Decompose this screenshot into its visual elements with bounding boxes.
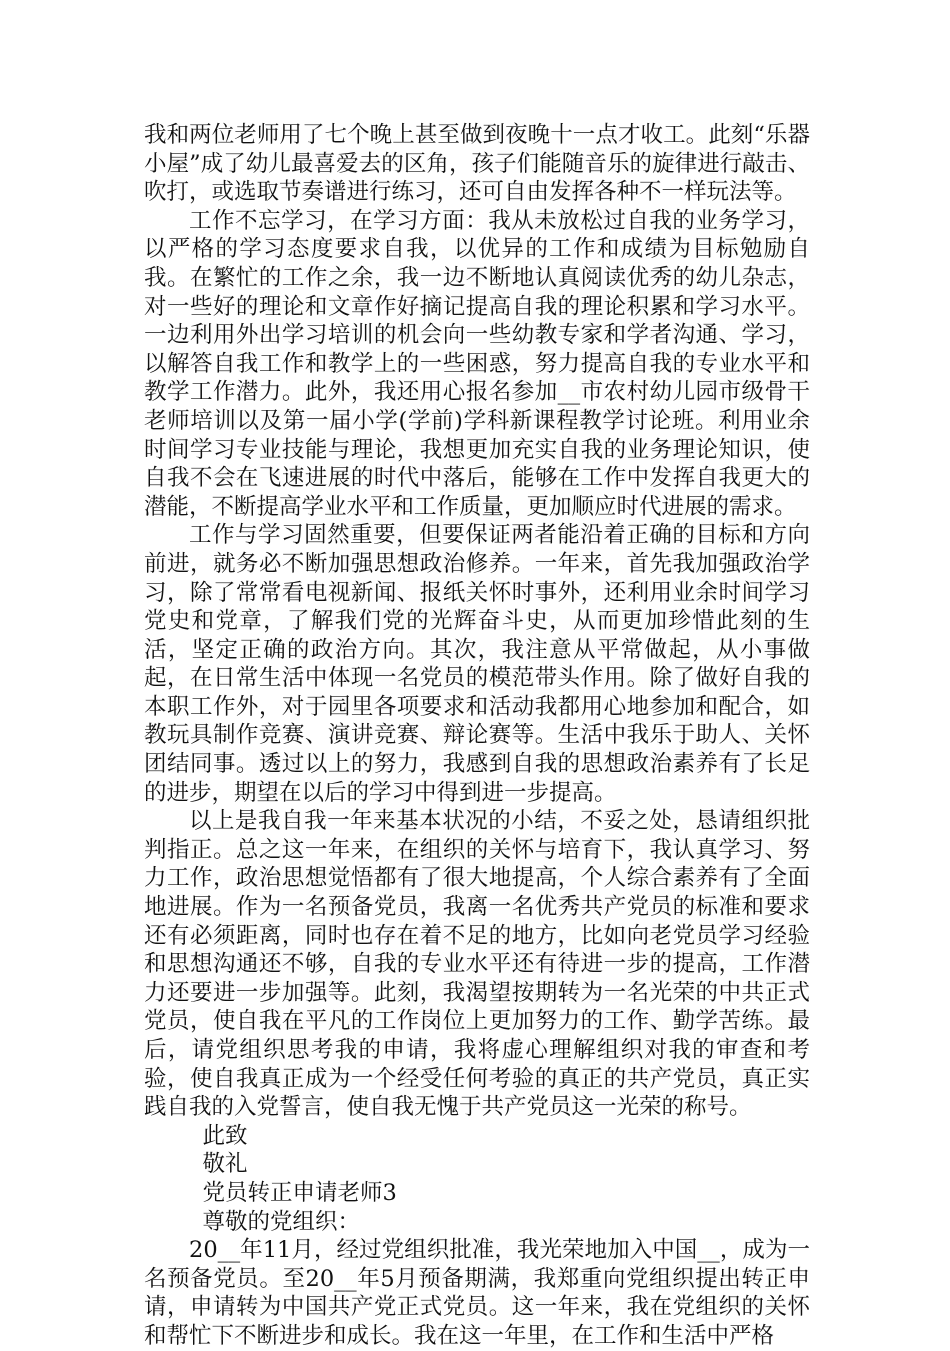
letter-greeting: 尊敬的党组织： (202, 1208, 361, 1235)
section-heading: 党员转正申请老师3 (202, 1179, 397, 1206)
paragraph-5: 20__年11月，经过党组织批准，我光荣地加入中国__，成为一名预备党员。至20__年5月预备期满，我郑重向党组织提出转正申请，申请转为中国共产党正式党员。这一年来，我在党组织的关怀和帮忙下不断进步和成长。我在这一年里，在工作和生活中严格 (144, 1237, 810, 1349)
closing-regards: 敬礼 (202, 1151, 248, 1178)
closing-salutation: 此致 (202, 1122, 248, 1149)
paragraph-1: 我和两位老师用了七个晚上甚至做到夜晚十一点才收工。此刻“乐器小屋”成了幼儿最喜爱去的区角，孩子们能随音乐的旋律进行敲击、吹打，或选取节奏谱进行练习，还可自由发挥各种不一样玩法等。 (144, 122, 810, 206)
paragraph-3: 工作与学习固然重要，但要保证两者能沿着正确的目标和方向前进，就务必不断加强思想政治修养。一年来，首先我加强政治学习，除了常常看电视新闻、报纸关怀时事外，还利用业余时间学习党史和党章，了解我们党的光辉奋斗史，从而更加珍惜此刻的生活，坚定正确的政治方向。其次，我注意从平常做起，从小事做起，在日常生活中体现一名党员的模范带头作用。除了做好自我的本职工作外，对于园里各项要求和活动我都用心地参加和配合，如教玩具制作竞赛、演讲竞赛、辩论赛等。生活中我乐于助人、关怀团结同事。透过以上的努力，我感到自我的思想政治素养有了长足的进步，期望在以后的学习中得到进一步提高。 (144, 522, 810, 806)
paragraph-2: 工作不忘学习，在学习方面：我从未放松过自我的业务学习，以严格的学习态度要求自我，以优异的工作和成绩为目标勉励自我。在繁忙的工作之余，我一边不断地认真阅读优秀的幼儿杂志，对一些好的理论和文章作好摘记提高自我的理论积累和学习水平。一边利用外出学习培训的机会向一些幼教专家和学者沟通、学习，以解答自我工作和教学上的一些困惑，努力提高自我的专业水平和教学工作潜力。此外，我还用心报名参加__市农村幼儿园市级骨干老师培训以及第一届小学(学前)学科新课程教学讨论班。利用业余时间学习专业技能与理论，我想更加充实自我的业务理论知识，使自我不会在飞速进展的时代中落后，能够在工作中发挥自我更大的潜能，不断提高学业水平和工作质量，更加顺应时代进展的需求。 (144, 207, 810, 520)
document-page (144, 121, 810, 1351)
paragraph-4: 以上是我自我一年来基本状况的小结，不妥之处，恳请组织批判指正。总之这一年来，在组织的关怀与培育下，我认真学习、努力工作，政治思想觉悟都有了很大地提高，个人综合素养有了全面地进展。作为一名预备党员，我离一名优秀共产党员的标准和要求还有必须距离，同时也存在着不足的地方，比如向老党员学习经验和思想沟通还不够，自我的专业水平还有待进一步的提高，工作潜力还要进一步加强等。此刻，我渴望按期转为一名光荣的中共正式党员，使自我在平凡的工作岗位上更加努力的工作、勤学苦练。最后，请党组织思考我的申请，我将虚心理解组织对我的审查和考验，使自我真正成为一个经受任何考验的真正的共产党员，真正实践自我的入党誓言，使自我无愧于共产党员这一光荣的称号。 (144, 808, 810, 1121)
